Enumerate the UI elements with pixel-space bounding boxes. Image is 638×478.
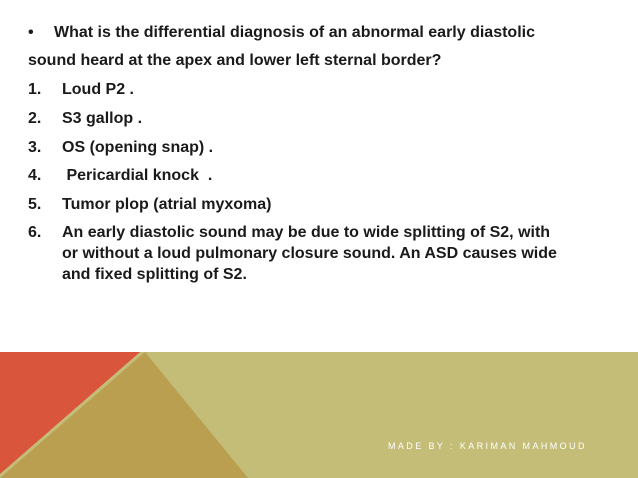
question-line-1: What is the differential diagnosis of an abnormal early diastolic — [54, 24, 535, 41]
item-text-3: OS (opening snap) . — [62, 139, 214, 156]
question-bullet: • — [28, 24, 34, 41]
item-number-3: 3. — [28, 139, 42, 156]
question-line-2: sound heard at the apex and lower left sternal border? — [28, 52, 442, 69]
footer-credit: MADE BY : KARIMAN MAHMOUD — [388, 441, 587, 451]
footer-band — [0, 352, 638, 478]
item-text-6-line-2: or without a loud pulmonary closure sound. An ASD causes wide — [62, 245, 557, 262]
item-text-5: Tumor plop (atrial myxoma) — [62, 196, 272, 213]
item-number-4: 4. — [28, 167, 42, 184]
item-number-1: 1. — [28, 81, 42, 98]
item-text-2: S3 gallop . — [62, 110, 143, 127]
item-text-6-line-1: An early diastolic sound may be due to wide splitting of S2, with — [62, 224, 551, 241]
item-text-4: Pericardial knock . — [62, 167, 213, 184]
item-number-6: 6. — [28, 224, 42, 241]
item-number-2: 2. — [28, 110, 42, 127]
item-text-6-line-3: and fixed splitting of S2. — [62, 266, 247, 283]
item-number-5: 5. — [28, 196, 42, 213]
item-text-1: Loud P2 . — [62, 81, 134, 98]
